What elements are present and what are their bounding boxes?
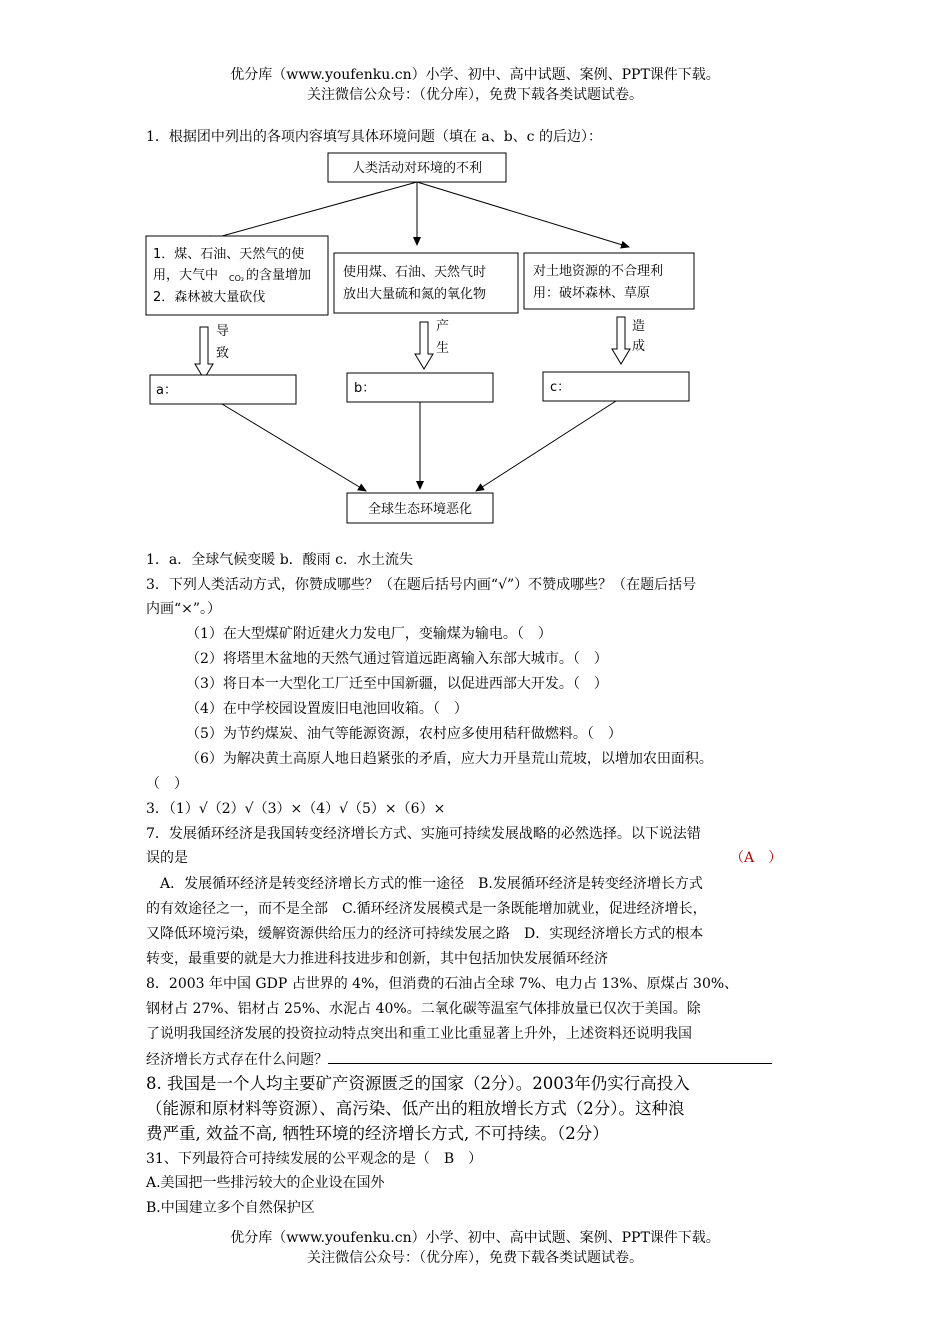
q7-option-line-2: 的有效途径之一，而不是全部 C.循环经济发展模式是一条既能增加就业，促进经济增长， [146,901,707,917]
q3-answer: 3．（1）√（2）√（3）×（4）√（5）×（6）× [146,801,446,817]
q7-answer: （A ） [730,850,783,866]
q7-option-line-3: 又降低环境污染，缓解资源供给压力的经济可持续发展之路 D．实现经济增长方式的根本 [146,926,704,942]
q8-line-4-text: 经济增长方式存在什么问题？ [146,1052,328,1068]
hollow-arrow-2 [415,322,433,369]
q3-prompt-2: 内画“×”。） [146,601,222,617]
q1-answer: 1．a．全球气候变暖 b．酸雨 c．水土流失 [146,552,413,568]
header-line-1: 优分库（www.youfenku.cn）小学、初中、高中试题、案例、PPT课件下载。 [230,67,720,83]
arrow-3-label-top: 造 [632,319,646,334]
q8-answer-line-2: （能源和原材料等资源）、高污染、低产出的粗放增长方式（2分）。这种浪 [146,1099,685,1118]
q3-prompt-1: 3．下列人类活动方式，你赞成哪些？（在题后括号内画“√”）不赞成哪些？（在题后括号 [146,577,697,593]
cause-box-1-line2a: 用，大气中 [153,268,219,283]
cause-box-2 [334,253,518,313]
header-line-2: 关注微信公众号：（优分库），免费下载各类试题试卷。 [307,87,643,103]
q8-answer-line-3: 费严重, 效益不高, 牺牲环境的经济增长方式, 不可持续。（2分） [146,1124,609,1143]
arrow-top-right [417,182,629,247]
top-box-text: 人类活动对环境的不利 [351,161,483,176]
footer-line-2: 关注微信公众号：（优分库），免费下载各类试题试卷。 [307,1250,643,1266]
cause-box-3-line1: 对土地资源的不合理利 [533,264,664,279]
q7-option-line-4: 转变，最重要的就是大力推进科技进步和创新，其中包括加快发展循环经济 [146,951,608,967]
arrow-1-label-top: 导 [216,324,230,339]
blank-box-c-label: c： [550,380,571,395]
blank-box-a-label: a： [156,383,177,398]
q1-prompt: 1．根据团中列出的各项内容填写具体环境问题（填在 a、b、c 的后边）： [146,129,602,145]
q8-answer-blank[interactable] [328,1049,772,1064]
q7-prompt-2: 误的是 [146,850,188,866]
q8-answer-line-1: 8. 我国是一个人均主要矿产资源匮乏的国家（2分）。2003年仍实行高投入 [146,1074,690,1093]
bottom-box-text: 全球生态环境恶化 [367,502,473,517]
arrow-1-label-bottom: 致 [216,346,230,361]
cause-box-3-line2: 用：破坏森林、草原 [533,286,651,301]
q31-prompt: 31、下列最符合可持续发展的公平观念的是（ B ） [146,1151,483,1167]
hollow-arrow-1 [195,327,213,379]
q3-item-6: （6）为解决黄土高原人地日趋紧张的矛盾，应大力开垦荒山荒坡，以增加农田面积。 [186,751,713,767]
q7-prompt-1: 7．发展循环经济是我国转变经济增长方式、实施可持续发展战略的必然选择。以下说法错 [146,826,701,842]
arrow-a-bottom [222,404,366,491]
cause-box-2-line2: 放出大量硫和氮的氧化物 [343,287,487,302]
cause-box-1-line1: 1．煤、石油、天然气的使 [153,247,305,262]
cause-box-2-line1: 使用煤、石油、天然气时 [343,265,487,280]
q31-option-a: A.美国把一些排污较大的企业设在国外 [146,1175,385,1191]
cause-box-1-line3: 2．森林被大量砍伐 [153,290,266,305]
q3-item-3: （3）将日本一大型化工厂迁至中国新疆，以促进西部大开发。（ ） [186,676,608,692]
blank-box-b-label: b： [354,381,376,396]
hollow-arrow-3 [612,317,630,364]
q8-line-2: 钢材占 27%、铝材占 25%、水泥占 40%。二氧化碳等温室气体排放量已仅次于美国。除 [146,1001,701,1017]
q31-option-b: B.中国建立多个自然保护区 [146,1200,315,1216]
q8-line-1: 8．2003 年中国 GDP 占世界的 4%，但消费的石油占全球 7%、电力占 13%、原煤占 30%、 [146,976,739,992]
q3-item-5: （5）为节约煤炭、油气等能源资源，农村应多使用秸秆做燃料。（ ） [186,726,622,742]
arrow-3-label-bottom: 成 [632,339,646,354]
q3-item-1: （1）在大型煤矿附近建火力发电厂，变输煤为输电。（ ） [186,626,552,642]
arrow-2-label-top: 产 [436,319,450,334]
q8-line-3: 了说明我国经济发展的投资拉动特点突出和重工业比重显著上升外，上述资料还说明我国 [146,1026,692,1042]
co2-label: CO₂ [229,274,245,283]
q3-item-6-tail: （ ） [146,776,188,792]
flow-diagram [0,0,950,540]
q8-line-4 [146,1049,772,1069]
arrow-top-left [204,182,417,241]
footer-line-1: 优分库（www.youfenku.cn）小学、初中、高中试题、案例、PPT课件下载。 [230,1230,720,1246]
q3-item-2: （2）将塔里木盆地的天然气通过管道远距离输入东部大城市。（ ） [186,651,608,667]
arrow-c-bottom [476,401,616,491]
q3-item-4: （4）在中学校园设置废旧电池回收箱。（ ） [186,701,468,717]
arrow-2-label-bottom: 生 [436,341,450,356]
q7-option-line-1: A．发展循环经济是转变经济增长方式的惟一途径 B.发展循环经济是转变经济增长方式 [146,876,703,892]
cause-box-1-line2b: 的含量增加 [246,268,312,283]
